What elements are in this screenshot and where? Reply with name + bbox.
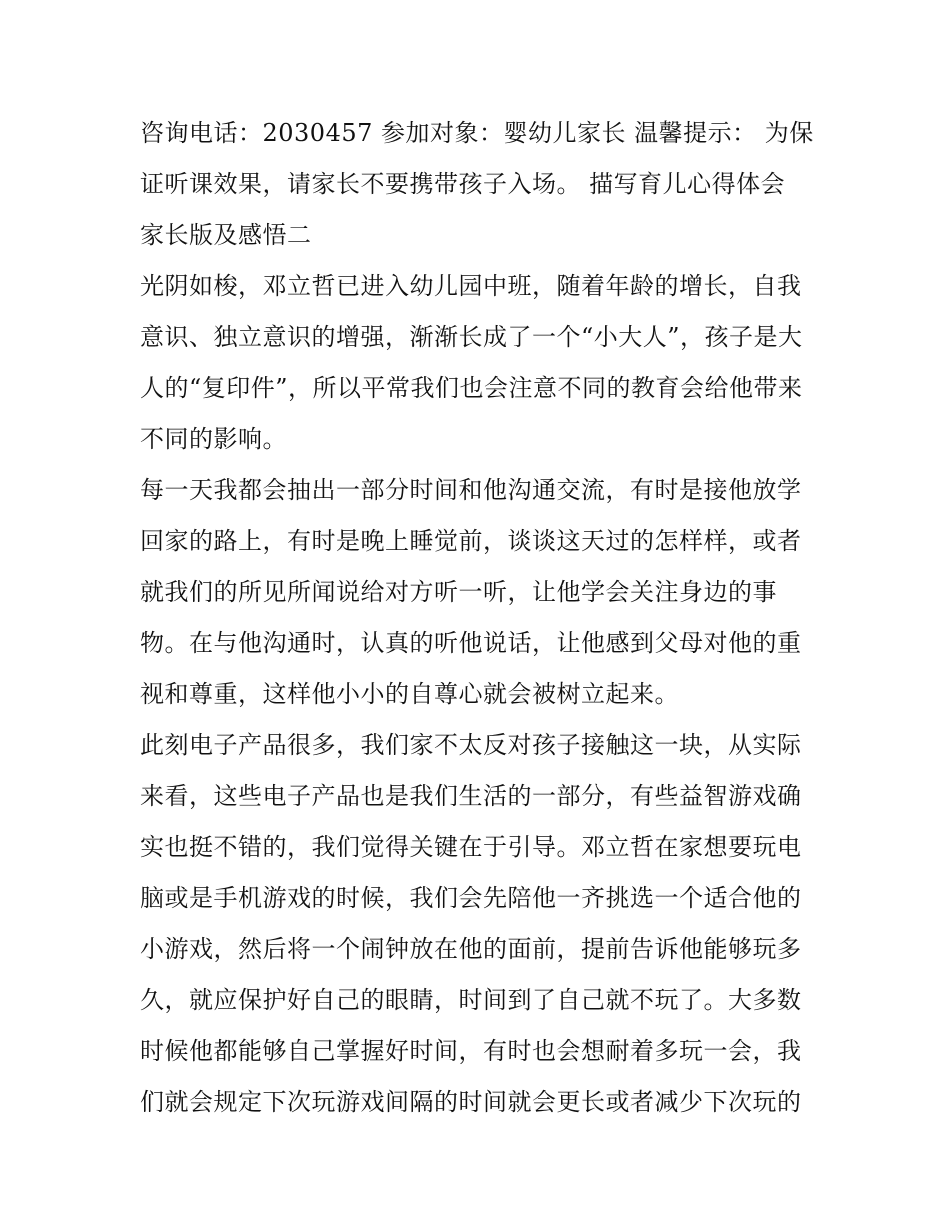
text-line: 每一天我都会抽出一部分时间和他沟通交流，有时是接他放学 xyxy=(140,476,802,504)
text-line: 回家的路上，有时是晚上睡觉前，谈谈这天过的怎样样，或者 xyxy=(140,527,802,555)
text-line: 实也挺不错的，我们觉得关键在于引导。邓立哲在家想要玩电 xyxy=(140,833,802,861)
text-line: 们就会规定下次玩游戏间隔的时间就会更长或者减少下次玩的 xyxy=(140,1088,802,1116)
text-line: 小游戏，然后将一个闹钟放在他的面前，提前告诉他能够玩多 xyxy=(140,935,802,963)
text-line: 时候他都能够自己掌握好时间，有时也会想耐着多玩一会，我 xyxy=(140,1037,802,1065)
text-line: 脑或是手机游戏的时候，我们会先陪他一齐挑选一个适合他的 xyxy=(140,884,802,912)
text-line: 光阴如梭，邓立哲已进入幼儿园中班，随着年龄的增长，自我 xyxy=(140,272,802,300)
text-line: 意识、独立意识的增强，渐渐长成了一个“小大人”，孩子是大 xyxy=(140,323,803,351)
text-line: 家长版及感悟二 xyxy=(140,221,312,249)
text-line: 久，就应保护好自己的眼睛，时间到了自己就不玩了。大多数 xyxy=(140,986,802,1014)
text-line: 咨询电话：2030457 参加对象：婴幼儿家长 温馨提示： 为保 xyxy=(140,119,814,147)
text-line: 视和尊重，这样他小小的自尊心就会被树立起来。 xyxy=(140,680,679,708)
text-line: 人的“复印件”，所以平常我们也会注意不同的教育会给他带来 xyxy=(140,374,803,402)
text-line: 就我们的所见所闻说给对方听一听，让他学会关注身边的事 xyxy=(140,578,777,606)
text-line: 不同的影响。 xyxy=(140,425,287,453)
paragraph-intro xyxy=(140,108,820,261)
paragraph-electronics xyxy=(140,720,820,1128)
paragraph-communication xyxy=(140,465,820,720)
document-body xyxy=(140,108,820,1128)
text-line: 此刻电子产品很多，我们家不太反对孩子接触这一块，从实际 xyxy=(140,731,802,759)
paragraph-growth xyxy=(140,261,820,465)
text-line: 证听课效果，请家长不要携带孩子入场。 描写育儿心得体会 xyxy=(140,170,786,198)
text-line: 物。在与他沟通时，认真的听他说话，让他感到父母对他的重 xyxy=(140,629,802,657)
text-line: 来看，这些电子产品也是我们生活的一部分，有些益智游戏确 xyxy=(140,782,802,810)
